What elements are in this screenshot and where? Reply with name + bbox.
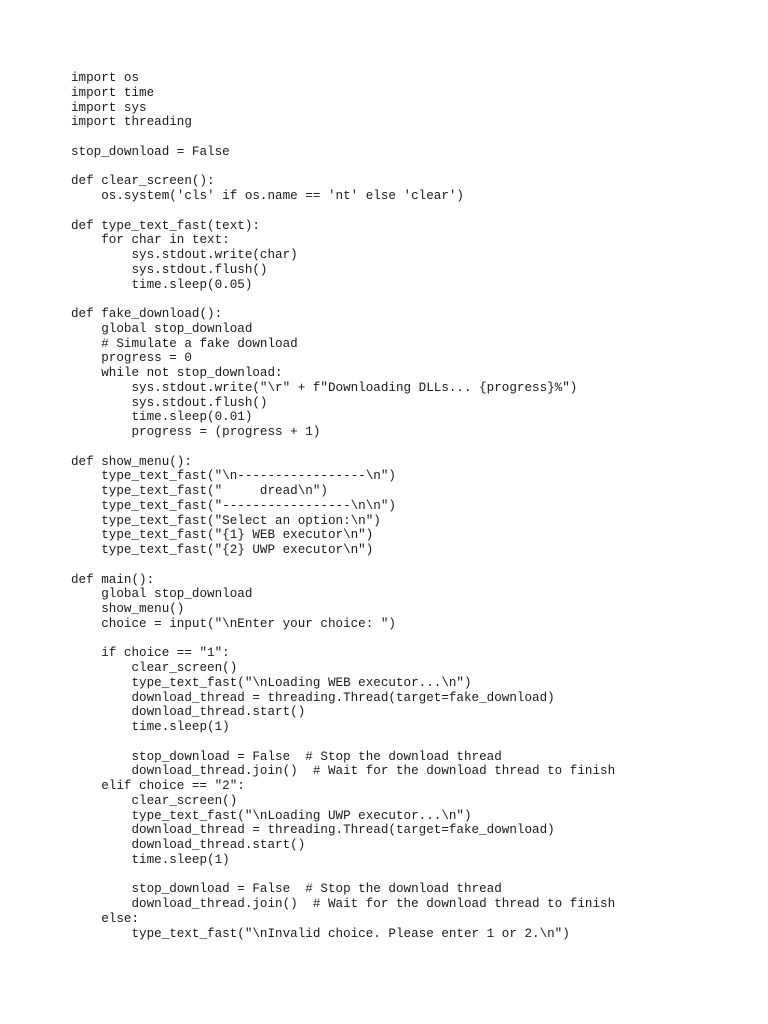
code-line: stop_download = False # Stop the download thread [71,749,502,764]
code-line [71,292,615,307]
code-line: type_text_fast(" dread\n") [71,484,328,498]
code-line: type_text_fast("Select an option:\n") [71,513,381,528]
code-line: type_text_fast("{2} UWP executor\n") [71,543,374,557]
code-line: sys.stdout.write("\r" + f"Downloading DLLs... {progress}%") [71,380,578,395]
code-line: import sys [71,100,147,115]
code-line: time.sleep(1) [71,720,230,734]
code-line: progress = 0 [71,351,192,366]
code-line [71,735,615,750]
code-line [71,868,615,883]
code-line: download_thread.start() [71,838,306,852]
code-line: global stop_download [71,587,253,602]
code-line: type_text_fast("\nInvalid choice. Please enter 1 or 2.\n") [71,926,570,941]
code-line [71,204,615,219]
code-line: def type_text_fast(text): [71,218,260,233]
code-line: time.sleep(1) [71,852,230,867]
code-line: type_text_fast("\nLoading UWP executor...\n") [71,808,472,823]
code-line [71,632,615,647]
code-line: def show_menu(): [71,454,192,469]
code-line: import threading [71,115,192,130]
code-line: type_text_fast("\nLoading WEB executor...\n") [71,675,472,690]
code-line: sys.stdout.write(char) [71,248,298,262]
code-line: download_thread = threading.Thread(target=fake_download) [71,690,555,705]
code-line: time.sleep(0.01) [71,410,253,425]
code-line: global stop_download [71,321,253,336]
code-line: for char in text: [71,233,230,248]
code-line: type_text_fast("{1} WEB executor\n") [71,528,374,543]
code-line: elif choice == "2": [71,779,245,793]
code-line: choice = input("\nEnter your choice: ") [71,616,396,631]
code-line: else: [71,911,140,926]
code-line: if choice == "1": [71,646,230,661]
code-line: stop_download = False [71,144,230,159]
code-block [71,71,615,941]
code-line: # Simulate a fake download [71,336,298,351]
code-line [71,440,615,455]
code-line: download_thread.join() # Wait for the download thread to finish [71,764,616,779]
code-line: os.system('cls' if os.name == 'nt' else 'clear') [71,189,464,203]
code-line: download_thread.start() [71,705,306,720]
code-line: def main(): [71,572,155,587]
code-line: show_menu() [71,602,185,616]
code-line: clear_screen() [71,793,238,808]
code-line: def clear_screen(): [71,174,215,189]
code-line: type_text_fast("-----------------\n\n") [71,498,396,513]
code-line [71,130,615,145]
code-line: type_text_fast("\n-----------------\n") [71,469,396,484]
code-line: sys.stdout.flush() [71,262,268,277]
code-line [71,558,615,573]
code-line: download_thread.join() # Wait for the download thread to finish [71,897,616,911]
code-line [71,160,615,175]
code-line: time.sleep(0.05) [71,277,253,292]
code-line: clear_screen() [71,661,238,675]
code-line: import time [71,85,155,100]
code-line: download_thread = threading.Thread(target=fake_download) [71,823,555,838]
code-line: import os [71,71,140,85]
code-line: progress = (progress + 1) [71,425,321,439]
code-line: stop_download = False # Stop the download thread [71,882,502,897]
code-line: sys.stdout.flush() [71,395,268,410]
code-line: while not stop_download: [71,366,283,380]
code-line: def fake_download(): [71,307,223,321]
